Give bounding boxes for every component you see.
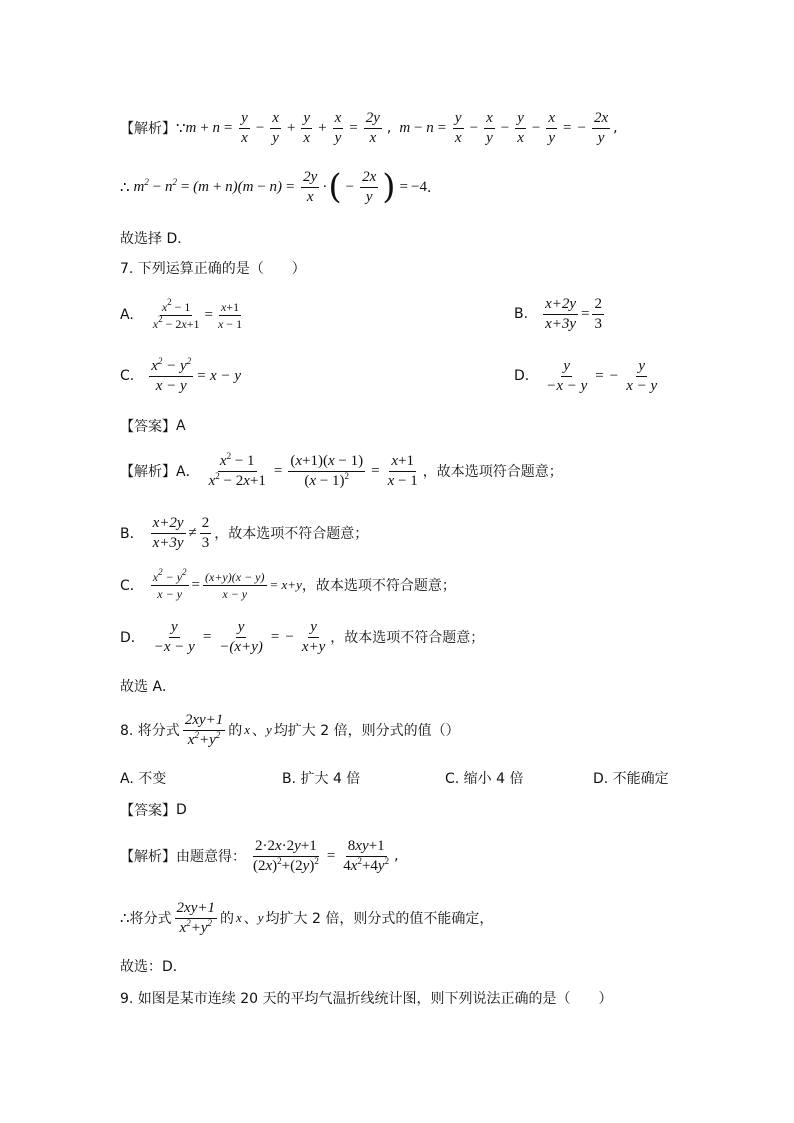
math-expression: m + n = bbox=[185, 119, 234, 136]
q7-answer: 【答案】 A bbox=[120, 418, 186, 435]
q6-solution-line1: 【解析】 ∵ m + n = $\frac{y}{x}$ − $\frac{x}{y}$ + $\frac{y}{x}$ + $\frac{x}{y}$ = $\frac{2y}{x}$ , m − n = $\frac{y}{x}$ − $\frac{x}{y}$ − $\frac{y}{x}$ − $\frac{x}{y}$ = − $\frac{2x}{y}$ , bbox=[120, 109, 618, 146]
q8-option-c: C. 缩小 4 倍 bbox=[445, 771, 524, 787]
q7-solution-c: C． $\frac{x^2 - y^2}{x - y}$ = $\frac{(x+y)(x - y)}{x - y}$ = x+y ，故本选项不符合题意； bbox=[120, 566, 456, 601]
q7-solution-a: 【解析】A． $\frac{x^2 - 1}{x^2 - 2x+1}$ = $\frac{(x+1)(x - 1)}{(x - 1)^2}$ = $\frac{x+1}{x - 1}$ ，故本选项符合题意； bbox=[120, 450, 563, 489]
q7-option-d: D. $\frac{y}{-x - y}$ = − $\frac{y}{x - y}$ bbox=[514, 357, 658, 394]
q8-solution: 【解析】由题意得： $\frac{2\cdot 2x\cdot 2y+1}{(2x)^2+(2y)^2}$ = $\frac{8xy+1}{4x^2+4y^2}$ , bbox=[120, 837, 399, 874]
q7-stem: 7. 下列运算正确的是（ ） bbox=[120, 261, 306, 277]
q7-solution-d: D． $\frac{y}{-x - y}$ = $\frac{y}{-(x+y)}$ = − $\frac{y}{x+y}$ ，故本选项不符合题意； bbox=[120, 618, 485, 655]
q6-conclusion: 故选择 D． bbox=[120, 231, 192, 247]
q8-choose: 故选：D． bbox=[120, 959, 187, 975]
q7-option-a: A. $\frac{x^2 - 1}{x^2 - 2x+1}$ = $\frac{x+1}{x - 1}$ bbox=[120, 296, 243, 331]
q9-stem: 9. 如图是某市连续 20 天的平均气温折线统计图，则下列说法正确的是（ ） bbox=[120, 991, 613, 1007]
q8-option-a: A. 不变 bbox=[120, 771, 167, 787]
because-symbol: ∵ bbox=[176, 120, 186, 137]
q8-option-d: D. 不能确定 bbox=[593, 771, 669, 787]
jiexi-label: 【解析】 bbox=[120, 121, 176, 137]
q8-option-b: B. 扩大 4 倍 bbox=[282, 771, 361, 787]
q8-stem: 8. 将分式 $\frac{2xy+1}{x^2+y^2}$ 的 x 、 y 均扩大 2 倍，则分式的值（） bbox=[120, 711, 460, 748]
q8-answer: 【答案】 D bbox=[120, 802, 187, 819]
therefore-symbol: ∴ bbox=[120, 179, 130, 196]
q7-conclusion: 故选 A． bbox=[120, 679, 177, 695]
q7-option-c: C. $\frac{x^2 - y^2}{x - y}$ = x − y bbox=[120, 355, 241, 394]
q7-option-b: B. $\frac{x+2y}{x+3y}$ = $\frac{2}{3}$ bbox=[514, 295, 602, 332]
q7-solution-b: B． $\frac{x+2y}{x+3y}$ ≠ $\frac{2}{3}$ ，故本选项不符合题意； bbox=[120, 514, 369, 551]
q8-conclusion-line: ∴ 将分式 $\frac{2xy+1}{x^2+y^2}$ 的 x 、 y 均扩大 2 倍，则分式的值不能确定， bbox=[120, 899, 494, 936]
q6-solution-line2: ∴ $m^2 - n^2 = (m + n)(m - n)$ = $\frac{2y}{x}$ · ( − $\frac{2x}{y}$ ) = −4 ． bbox=[120, 167, 441, 207]
